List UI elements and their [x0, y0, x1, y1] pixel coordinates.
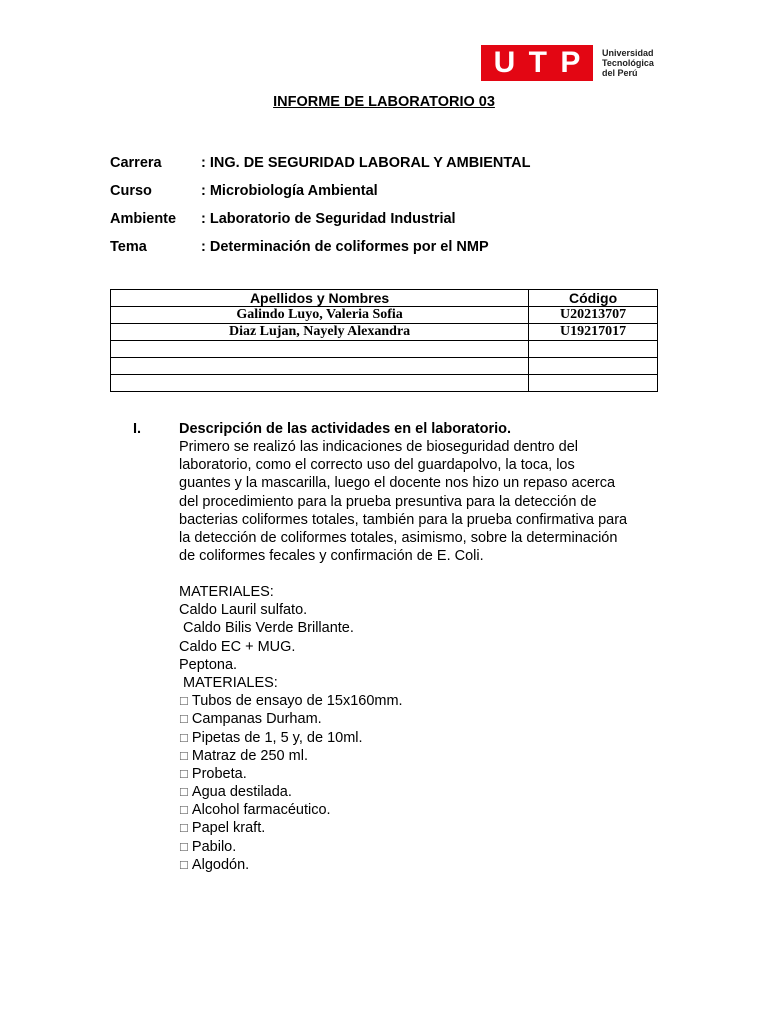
table-row: [111, 341, 658, 358]
logo-line: del Perú: [602, 68, 638, 78]
meta-label: Ambiente: [110, 211, 177, 227]
list-item-text: Algodón.: [191, 856, 250, 873]
list-item: [179, 783, 403, 801]
paragraph-line: de coliformes fecales y confirmación de E. Coli.: [179, 548, 484, 565]
list-item-text: Caldo Bilis Verde Brillante.: [179, 620, 354, 637]
table-row: [111, 358, 658, 375]
list-item-text: Caldo Lauril sulfato.: [179, 602, 308, 619]
meta-value: : ING. DE SEGURIDAD LABORAL Y AMBIENTAL: [201, 155, 531, 171]
report-metadata: [110, 149, 531, 261]
student-name-cell: Galindo Luyo, Valeria Sofia: [111, 307, 529, 324]
list-item: [179, 583, 403, 601]
student-code-cell: [529, 375, 658, 392]
list-item: [179, 601, 403, 619]
list-item: [179, 674, 403, 692]
list-item-text: Probeta.: [191, 765, 247, 782]
list-item: [179, 765, 403, 783]
meta-row-curso: [110, 177, 531, 205]
student-code-cell: U19217017: [529, 324, 658, 341]
section-number: I.: [133, 421, 142, 437]
checkbox-bullet-icon: ☐: [179, 823, 192, 836]
meta-value: : Laboratorio de Seguridad Industrial: [201, 211, 456, 227]
report-title: INFORME DE LABORATORIO 03: [273, 94, 495, 110]
checkbox-bullet-icon: ☐: [179, 696, 192, 709]
meta-label: Curso: [110, 183, 152, 199]
utp-logo-mark: [481, 45, 593, 81]
list-item: [179, 856, 403, 874]
table-header-row: [111, 290, 658, 307]
checkbox-bullet-icon: ☐: [179, 768, 192, 781]
utp-logo-wordmark: [602, 48, 654, 78]
list-item: [179, 838, 403, 856]
paragraph-line: del procedimiento para la prueba presuntiva para la detección de: [179, 493, 597, 510]
list-item-text: Matraz de 250 ml.: [191, 747, 308, 764]
meta-row-ambiente: [110, 205, 531, 233]
checkbox-bullet-icon: ☐: [179, 714, 192, 727]
list-item-text: Pabilo.: [191, 838, 237, 855]
table-row: [111, 375, 658, 392]
paragraph-line: guantes y la mascarilla, luego el docente nos hizo un repaso acerca: [179, 475, 616, 492]
paragraph-line: Primero se realizó las indicaciones de bioseguridad dentro del: [179, 439, 578, 455]
meta-label: Tema: [110, 239, 147, 255]
section-paragraph: [179, 438, 669, 565]
materials-list: [179, 583, 403, 874]
logo-letter-u: U: [493, 46, 516, 79]
list-item: [179, 619, 403, 637]
list-item-text: Papel kraft.: [191, 820, 266, 837]
list-item-text: Alcohol farmacéutico.: [191, 802, 331, 819]
column-header-names: Apellidos y Nombres: [111, 290, 529, 307]
list-item: [179, 819, 403, 837]
column-header-code: Código: [529, 290, 658, 307]
list-item: [179, 801, 403, 819]
section-heading: [133, 420, 511, 438]
paragraph-line: laboratorio, como el correcto uso del guardapolvo, la toca, los: [179, 457, 575, 474]
student-code-cell: [529, 341, 658, 358]
checkbox-bullet-icon: ☐: [179, 787, 192, 800]
checkbox-bullet-icon: ☐: [179, 841, 192, 854]
student-name-cell: Diaz Lujan, Nayely Alexandra: [111, 324, 529, 341]
logo-letter-p: P: [560, 46, 581, 79]
list-item: [179, 747, 403, 765]
paragraph-line: la detección de coliformes totales, asimismo, sobre la determinación: [179, 530, 618, 547]
logo-line: Tecnológica: [602, 58, 654, 68]
list-item-text: Campanas Durham.: [191, 711, 322, 728]
meta-row-carrera: [110, 149, 531, 177]
list-item-text: MATERIALES:: [179, 674, 278, 691]
logo-letter-t: T: [528, 46, 547, 79]
student-name-cell: [111, 341, 529, 358]
checkbox-bullet-icon: ☐: [179, 805, 192, 818]
list-item-text: Pipetas de 1, 5 y, de 10ml.: [191, 729, 363, 746]
meta-value: : Determinación de coliformes por el NMP: [201, 239, 489, 255]
meta-row-tema: [110, 233, 531, 261]
utp-logo: [481, 45, 654, 81]
list-item-text: MATERIALES:: [179, 584, 274, 600]
meta-label: Carrera: [110, 155, 162, 171]
list-item-text: Agua destilada.: [191, 784, 292, 801]
list-item: [179, 656, 403, 674]
student-name-cell: [111, 358, 529, 375]
logo-line: Universidad: [602, 48, 654, 58]
student-name-cell: [111, 375, 529, 392]
meta-value: : Microbiología Ambiental: [201, 183, 378, 199]
list-item: [179, 710, 403, 728]
list-item-text: Peptona.: [179, 656, 238, 673]
checkbox-bullet-icon: ☐: [179, 859, 192, 872]
students-table: [110, 289, 658, 392]
checkbox-bullet-icon: ☐: [179, 732, 192, 745]
list-item-text: Caldo EC + MUG.: [179, 638, 296, 655]
list-item-text: Tubos de ensayo de 15x160mm.: [191, 693, 403, 710]
table-row: [111, 307, 658, 324]
list-item: [179, 692, 403, 710]
paragraph-line: bacterias coliformes totales, también para la prueba confirmativa para: [179, 511, 628, 528]
student-code-cell: [529, 358, 658, 375]
checkbox-bullet-icon: ☐: [179, 750, 192, 763]
section-title: Descripción de las actividades en el laboratorio.: [179, 421, 512, 437]
list-item: [179, 729, 403, 747]
student-code-cell: U20213707: [529, 307, 658, 324]
table-row: [111, 324, 658, 341]
list-item: [179, 638, 403, 656]
